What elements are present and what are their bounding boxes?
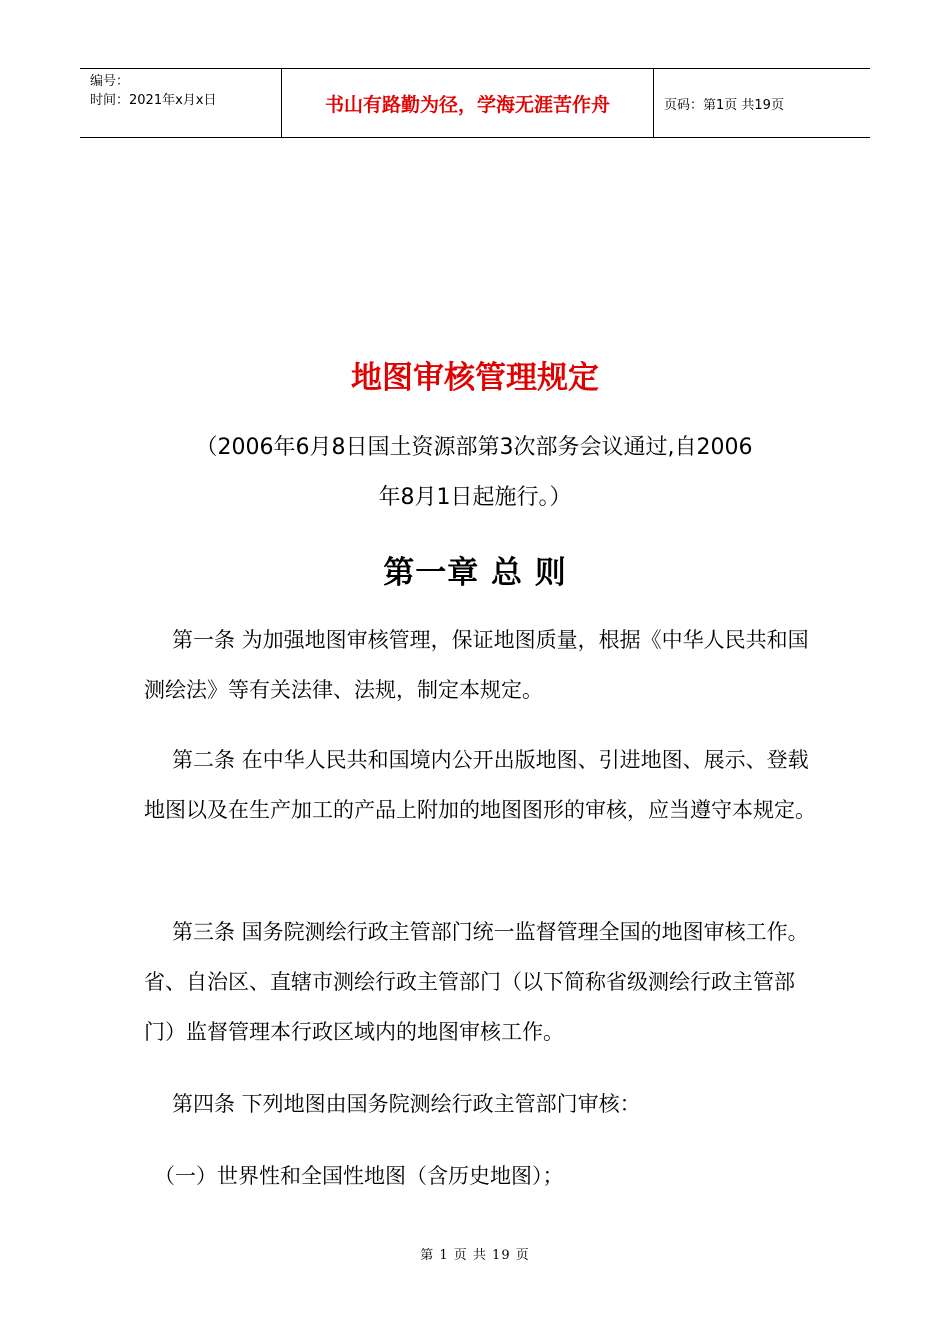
paragraph-text: （一）世界性和全国性地图（含历史地图）； (154, 1164, 564, 1188)
page-header-table (80, 68, 870, 138)
chapter-heading: 第一章 总 则 (383, 555, 567, 591)
header-meta-cell (80, 69, 282, 137)
paragraph-text: 第二条 在中华人民共和国境内公开出版地图、引进地图、展示、登载地图以及在生产加工的产品上附加的地图图形的审核，应当遵守本规定。 (144, 748, 816, 822)
paragraph-text: 第一条 为加强地图审核管理，保证地图质量，根据《中华人民共和国测绘法》等有关法律、法规，制定本规定。 (144, 628, 809, 702)
paragraph-text: 第三条 国务院测绘行政主管部门统一监督管理全国的地图审核工作。省、自治区、直辖市测绘行政主管部门（以下简称省级测绘行政主管部门）监督管理本行政区域内的地图审核工作。 (144, 920, 809, 1044)
document-title: 地图审核管理规定 (351, 360, 599, 396)
document-subtitle-line2: 年8月1日起施行。） (378, 485, 572, 510)
paragraph-article-3 (144, 907, 816, 1057)
paragraph-text: 第四条 下列地图由国务院测绘行政主管部门审核： (172, 1092, 641, 1116)
document-subtitle-line1: （2006年6月8日国土资源部第3次部务会议通过,自2006 (195, 435, 753, 460)
header-time-label: 时间：2021年x月x日 (90, 93, 217, 108)
paragraph-article-2 (144, 735, 816, 835)
header-page-info: 页码：第1页 共19页 (664, 97, 784, 113)
header-number-label: 编号： (90, 74, 130, 89)
header-motto: 书山有路勤为径，学海无涯苦作舟 (282, 69, 654, 137)
paragraph-item-1 (154, 1151, 826, 1201)
paragraph-article-4 (144, 1079, 816, 1129)
page-footer: 第 1 页 共 19 页 (420, 1248, 530, 1263)
paragraph-article-1 (144, 615, 816, 715)
